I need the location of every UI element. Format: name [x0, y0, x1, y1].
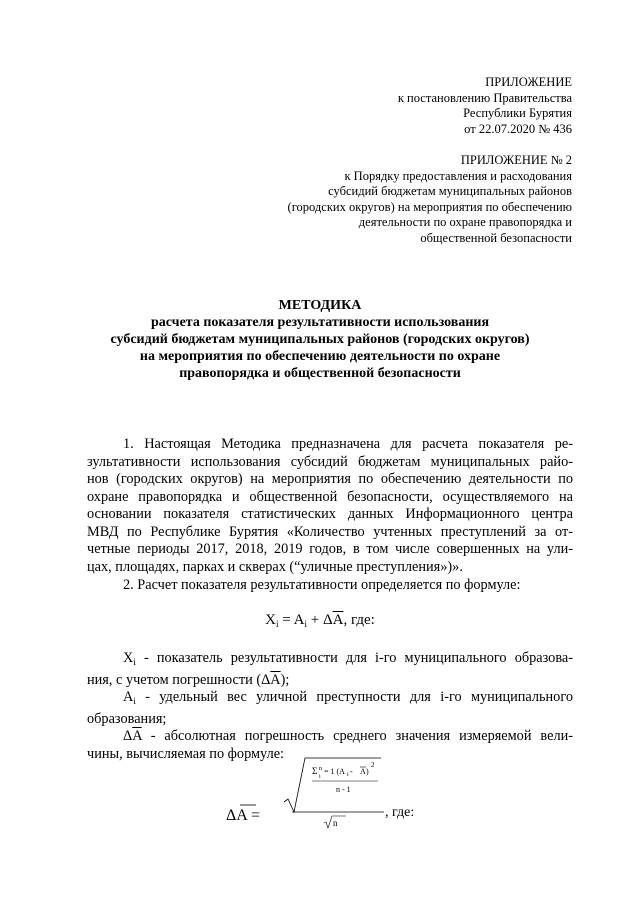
- svg-text:n - 1: n - 1: [336, 785, 351, 794]
- svg-text:n: n: [333, 818, 338, 828]
- appendix-header-2: [288, 153, 572, 246]
- text-line: МВД по Республике Бурятия «Количество учтенных преступлений за от-: [87, 523, 573, 540]
- formula-xi: $X_i = A_i + \Delta\overline{A}$, где:: [265, 612, 375, 629]
- text-line: зультативности использования субсидий бюджетам муниципальных райо-: [87, 453, 573, 470]
- formula-delta-a: [226, 752, 446, 832]
- formula-tail: , где:: [385, 805, 415, 820]
- svg-text:): ): [366, 767, 369, 776]
- text-line: четные периоды 2017, 2018, 2019 годов, в том числе совершенных на ули-: [87, 541, 573, 557]
- title-line: субсидий бюджетам муниципальных районов (городских округов): [110, 332, 530, 347]
- svg-text:n: n: [319, 766, 322, 772]
- appendix-line: общественной безопасности: [420, 230, 572, 245]
- appendix-header-1: [398, 75, 572, 137]
- paragraph-2: [87, 577, 573, 595]
- appendix-title: ПРИЛОЖЕНИЕ № 2: [460, 153, 572, 167]
- document-title: [0, 297, 640, 382]
- appendix-line: к Порядку предоставления и расходования: [344, 168, 572, 183]
- def-delta: $\Delta\overline{A}$ - абсолютная погрешность среднего значения измеряемой вели-: [123, 728, 573, 744]
- def-delta-cont: чины, вычисляемая по формуле:: [87, 745, 285, 762]
- appendix-line: субсидий бюджетам муниципальных районов: [328, 184, 572, 198]
- text-line: нов (городских округов) на мероприятия по обеспечению деятельности по: [87, 471, 573, 487]
- text-line: 2. Расчет показателя результативности определяется по формуле:: [123, 577, 521, 593]
- def-x-cont: ния, с учетом погрешности $(\Delta\overline{A})$;: [87, 671, 290, 688]
- def-x: $X_i$ - показатель результативности для i-го муниципального образова-: [123, 650, 573, 667]
- text-line: 1. Настоящая Методика предназначена для расчета показателя ре-: [123, 436, 573, 452]
- title-line: МЕТОДИКА: [278, 298, 362, 313]
- def-a: $A_i$ - удельный вес уличной преступности для i-го муниципального: [123, 689, 573, 706]
- svg-text:A: A: [360, 767, 366, 776]
- svg-text:-: -: [350, 767, 353, 776]
- appendix-line: от 22.07.2020 № 436: [464, 121, 572, 136]
- title-line: на мероприятия по обеспечению деятельности по охране: [139, 349, 501, 364]
- def-a-cont: образования;: [87, 710, 167, 727]
- appendix-line: (городских округов) на мероприятия по обеспечению: [287, 199, 572, 214]
- appendix-title: ПРИЛОЖЕНИЕ: [485, 75, 572, 89]
- text-line: основании показателя статистических данных Информационного центра: [87, 506, 573, 522]
- svg-text:i: i: [319, 774, 321, 780]
- svg-text:i: i: [347, 772, 349, 778]
- svg-text:2: 2: [371, 761, 375, 769]
- svg-text:= 1 (A: = 1 (A: [324, 767, 345, 776]
- appendix-line: к постановлению Правительства: [397, 90, 572, 105]
- definitions: [87, 650, 573, 763]
- text-line: охране правопорядка и общественной безопасности, осуществляемого на: [87, 488, 573, 505]
- title-line: правопорядка и общественной безопасности: [179, 366, 461, 381]
- text-line: цах, площадях, парках и скверах (“уличные преступления»)».: [87, 558, 463, 575]
- title-line: расчета показателя результативности использования: [150, 315, 490, 330]
- sum-sign: Σ: [312, 766, 318, 776]
- appendix-line: деятельности по охране правопорядка и: [358, 215, 572, 229]
- appendix-line: Республики Бурятия: [463, 106, 572, 120]
- paragraph-1: [87, 436, 573, 576]
- formula-lhs: ΔA =: [226, 807, 260, 824]
